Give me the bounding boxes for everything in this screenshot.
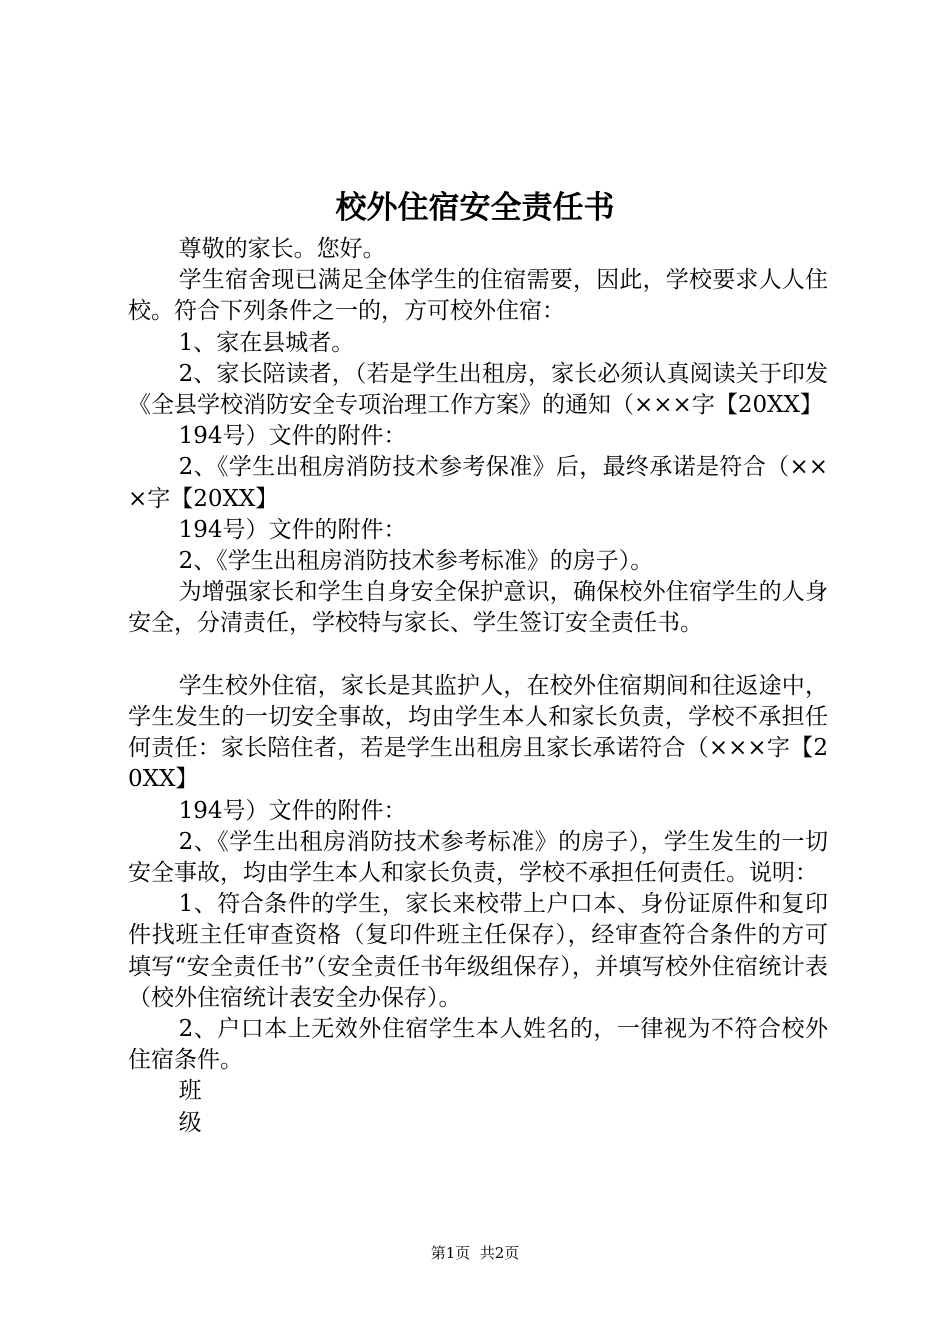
standard-reference-paragraph: 2、《学生出租房消防技术参考保准》后，最终承诺是符合（×××字【20XX】 <box>128 454 828 512</box>
page-number-footer: 第1页 共2页 <box>430 1244 520 1262</box>
class-label-line-2: 级 <box>178 1109 202 1136</box>
document-title: 校外住宿安全责任书 <box>335 190 615 226</box>
standard-reference-paragraph: 2、《学生出租房消防技术参考标准》的房子），学生发生的一切安全事故，均由学生本人和家长负责，学校不承担任何责任。说明： <box>128 828 828 887</box>
greeting-paragraph: 尊敬的家长。您好。 <box>178 236 386 262</box>
purpose-paragraph: 为增强家长和学生自身安全保护意识，确保校外住宿学生的人身安全，分清责任，学校特与家长、学生签订安全责任书。 <box>128 579 828 637</box>
paragraph-spacer <box>128 640 828 671</box>
explanation-1-paragraph: 1、符合条件的学生，家长来校带上户口本、身份证原件和复印件找班主任审查资格（复印件班主任保存），经审查符合条件的方可填写“安全责任书”（安全责任书年级组保存），并填写校外住宿统计表（校外住宿统计表安全办保存）。 <box>128 891 828 1011</box>
intro-paragraph: 学生宿舍现已满足全体学生的住宿需要，因此，学校要求人人住校。符合下列条件之一的，方可校外住宿： <box>128 267 828 325</box>
responsibility-paragraph: 学生校外住宿，家长是其监护人，在校外住宿期间和往返途中，学生发生的一切安全事故，均由学生本人和家长负责，学校不承担任何责任：家长陪住者，若是学生出租房且家长承诺符合（×××字【20XX】 <box>128 672 828 793</box>
standard-reference-paragraph: 2、《学生出租房消防技术参考标准》的房子）。 <box>178 548 654 575</box>
class-label-line-1: 班 <box>178 1078 202 1105</box>
document-body <box>128 234 828 1139</box>
document-number-line: 194号）文件的附件： <box>178 423 407 450</box>
explanation-2-paragraph: 2、户口本上无效外住宿学生本人姓名的，一律视为不符合校外住宿条件。 <box>128 1016 828 1074</box>
condition-1-paragraph: 1、家在县城者。 <box>178 329 355 356</box>
document-number-line: 194号）文件的附件： <box>178 797 407 824</box>
document-number-line: 194号）文件的附件： <box>178 516 407 543</box>
condition-2-paragraph: 2、家长陪读者，（若是学生出租房，家长必须认真阅读关于印发《全县学校消防安全专项治理工作方案》的通知（×××字【20XX】 <box>128 360 828 419</box>
